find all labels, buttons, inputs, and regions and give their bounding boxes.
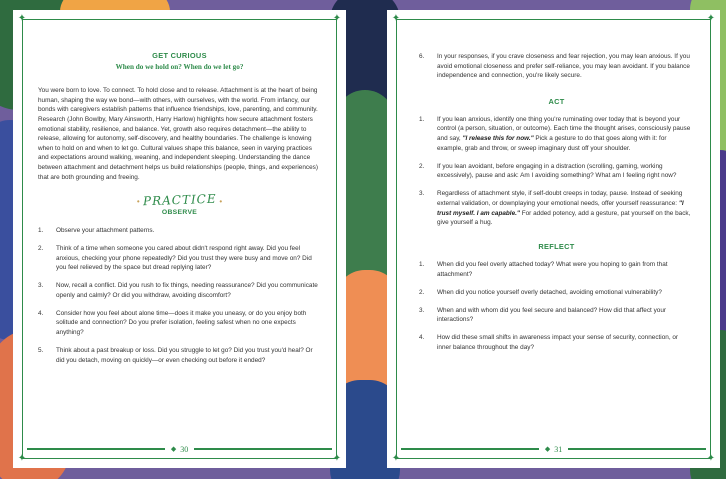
page-number: 30 <box>180 444 189 454</box>
right-page <box>387 10 720 468</box>
diamond-icon: ◆ <box>544 445 551 453</box>
left-page <box>13 10 346 468</box>
corner-ornament: ✦ <box>391 13 401 24</box>
list-item: 3. Regardless of attachment style, if self-doubt creeps in today, pause. Instead of seeking external validation, or downplaying your emotional needs, offer yourself reassurance: "I trust myself. I am capable." For added potency, add a gesture, pat yourself on the back, give yourself a hug. <box>419 190 691 227</box>
observe-list-continued <box>419 52 694 81</box>
list-item: 4. How did these small shifts in awareness impact your sense of security, connection, or inner balance throughout the day? <box>419 334 679 351</box>
section-heading: GET CURIOUS <box>152 51 207 60</box>
reflect-list <box>419 260 694 353</box>
list-item: 5. Think about a past breakup or loss. Did you struggle to let go? Did you trust you'd heal? Or did you detach, moving on quickly—or even checking out before it ended? <box>38 347 313 364</box>
corner-ornament: ✦ <box>17 13 27 24</box>
corner-ornament: ✦ <box>391 453 401 464</box>
list-item: 1. If you lean anxious, identify one thing you're ruminating over today that is beyond your control (a person, situation, or outcome). Each time the thought arises, consciously pause and say, "I release this for now." Pick a gesture to do that goes along with it: for example, grab and throw, or sweep imaginary dust off your shoulder. <box>419 115 691 152</box>
dot-ornament: • <box>219 197 223 207</box>
page-number: 31 <box>554 444 563 454</box>
corner-ornament: ✦ <box>706 453 716 464</box>
list-item: 2. Think of a time when someone you cared about didn't respond right away. Did you feel anxious, checking your phone repeatedly? Did you trust they were busy and move on? Did you feel relieved by the space but dread replying later? <box>38 244 312 272</box>
corner-ornament: ✦ <box>17 453 27 464</box>
observe-heading: OBSERVE <box>161 208 198 216</box>
list-item: 4. Consider how you feel about alone time—does it make you uneasy, or do you enjoy both solitude and connection? Do you prefer isolation, feeling safest when no one expects anything? <box>38 309 307 337</box>
act-list <box>419 115 694 228</box>
page-footer <box>401 443 706 455</box>
dot-ornament: • <box>136 197 140 207</box>
list-item: 3. When and with whom did you feel secure and balanced? How did that affect your interactions? <box>419 306 667 324</box>
practice-label: PRACTICE <box>142 191 217 209</box>
intro-paragraph: You were born to love. To connect. To hold close and to release. Attachment is at the heart of being human, shaping the way we bond—with others, with ourselves, with the world. From infancy, our bonds with caregivers establish patterns that influence friendships, love, parenting, and community. Research (John Bowlby, Mary Ainsworth, Harry Harlow) highlights how secure attachment fosters emotional stability, resilience, and balance. Yet, growth also requires detachment—the ability to release, allowing for autonomy, self-discovery, and healthy boundaries. The challenge is knowing when to hold on and when to let go. Cultural values shape this balance, seen in varying practices and expectations around walking, weaning, and independent sleeping. Understanding the dance between attachment and detachment helps us build relationships (people, things, and experiences) that are both grounding and freeing. <box>38 87 318 181</box>
act-heading: ACT <box>548 96 565 106</box>
list-item: 1. Observe your attachment patterns. <box>38 226 155 234</box>
corner-ornament: ✦ <box>332 453 342 464</box>
corner-ornament: ✦ <box>332 13 342 24</box>
list-item: 6. In your responses, if you crave closeness and fear rejection, you may lean anxious. If you avoid emotional closeness and prefer self-reliance, you may lean avoidant. If you balance independence and connection, you're likely secure. <box>419 53 690 80</box>
observe-list <box>38 226 321 366</box>
reflect-heading: REFLECT <box>538 241 575 251</box>
page-footer <box>27 443 332 455</box>
list-item: 1. When did you feel overly attached today? What were you hoping to gain from that attachment? <box>419 260 668 278</box>
diamond-icon: ◆ <box>170 445 177 453</box>
list-item: 3. Now, recall a conflict. Did you rush to fix things, needing reassurance? Did you communicate openly and calmly? Or did you withdraw, avoiding discomfort? <box>38 282 318 299</box>
corner-ornament: ✦ <box>706 13 716 24</box>
section-subheading: When do we hold on? When do we let go? <box>115 62 244 71</box>
list-item: 2. If you lean avoidant, before engaging in a distraction (scrolling, gaming, working excessively), pause and ask: Am I avoiding something? What am I feeling right now? <box>419 162 677 180</box>
practice-badge <box>38 191 321 217</box>
list-item: 2. When did you notice yourself overly detached, avoiding emotional vulnerability? <box>419 288 662 296</box>
